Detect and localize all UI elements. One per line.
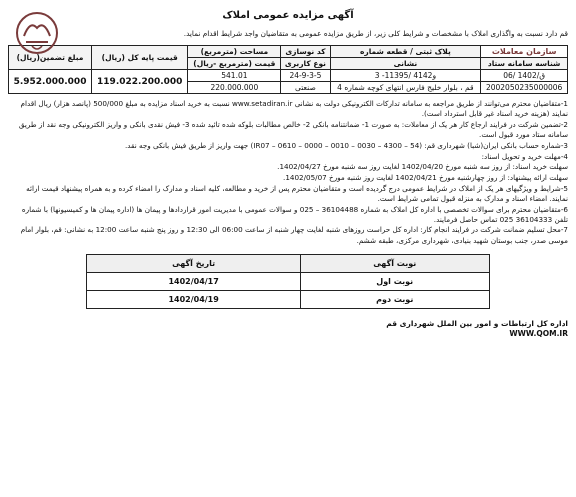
cell-karbari: صنعتی bbox=[281, 82, 330, 94]
header-qeymat-paye: قیمت پایه کل (ریال) bbox=[92, 46, 188, 70]
term-6: 6-متقاضیان محترم برای سوالات تخصصی با اداره کل املاک به شماره 36104488 – 025 و سوالات عمومی با مدیریت امور قراردادها و پیمان ها (اداره پیمان ها و کمیسیونها) با شماره تلفن 36104333 025 تماس حاصل فرمایند. bbox=[21, 204, 568, 224]
term-4b: سهلت ارائه پیشنهاد: از روز چهارشنبه مورخ 1402/04/21 لغایت روز شنبه مورخ 1402/05/07. bbox=[283, 172, 568, 182]
cell-nosazi: 24-9-3-5 bbox=[281, 70, 330, 82]
header-karbari: نوع کاربری bbox=[281, 58, 330, 70]
turns-row bbox=[87, 272, 489, 290]
cell-plak: 3 -11395/ 41و42 bbox=[330, 70, 481, 82]
footer bbox=[8, 319, 568, 339]
municipality-logo bbox=[8, 6, 66, 64]
header-mablagh: مبلغ تضمین(ریال) bbox=[9, 46, 92, 70]
org-logo-cell: سازمان معاملات bbox=[491, 47, 557, 56]
turn-date: 1402/04/17 bbox=[87, 272, 300, 290]
term-4: 4-مهلت خرید و تحویل اسناد: bbox=[481, 151, 568, 161]
cell-shenase-top: 06/ 1402/ق bbox=[481, 70, 568, 82]
footer-department: اداره کل ارتباطات و امور بین الملل شهرداری قم bbox=[386, 318, 568, 328]
cell-qeymat-mm: 220.000.000 bbox=[188, 82, 281, 94]
term-1: 1-متقاضیان محترم می‌توانند از طریق مراجعه به سامانه تدارکات الکترونیکی دولت به نشانی www.setadiran.ir نسبت به خرید اسناد مزایده به مبلغ 500/000 (پانصد هزار) ریال اقدام نمایند (هزینه خرید اسناد غیر قابل استرداد است). bbox=[20, 99, 568, 119]
publication-table bbox=[86, 254, 489, 309]
turns-head-nobat: نوبت آگهی bbox=[300, 254, 489, 272]
term-5: 5-شرایط و ویژگیهای هر یک از املاک در شرایط عمومی درج گردیده است و متقاضیان محترم پس از خرید و مطالعه، کلیه اسناد و مدارک را امضاء کرده و به همراه پیشنهاد قیمت ارائه نمایند. امضاء اسناد و مدارک به منزله قبول تمامی شرایط است. bbox=[26, 183, 568, 203]
header-qeymat-mm: قیمت (مترمربع -ریال) bbox=[188, 58, 281, 70]
turns-head-date: تاریخ آگهی bbox=[87, 254, 300, 272]
cell-masahat: 541.01 bbox=[188, 70, 281, 82]
header-masahat: مساحت (مترمربع) bbox=[188, 46, 281, 58]
term-3: 3-شماره حساب بانکی ایران(شبا) شهرداری قم: (54 – 4300 – 0030 – 0010 – 0000 – 0610 – IR07) جهت واریز از طریق فیش بانکی وجه نقد. bbox=[125, 140, 568, 150]
term-4a: سهلت خرید اسناد: از روز سه شنبه مورخ 1402/04/20 لغایت روز سه شنبه مورخ 1402/04/27. bbox=[277, 162, 568, 172]
term-7: 7-محل تسلیم ضمانت شرکت در فرایند انجام کار: اداره کل حراست روزهای شنبه لغایت چهار شنبه از ساعت 06:00 الی 12:30 و روز پنج شنبه ساعت 12:00 به نشانی: قم، بلوار امام موسی صدر، جنب بوستان شهید بنیادی، شهرداری مرکزی، طبقه ششم. bbox=[20, 225, 568, 245]
header-plak: پلاک ثبتی / قطعه شماره bbox=[330, 46, 481, 58]
terms-list bbox=[8, 99, 568, 246]
term-2: 2-تضمین شرکت در فرایند ارجاع کار هر یک از معاملات: به صورت 1- ضمانتنامه بانکی 2- خالص مطالبات بلوکه شده تائید شده 3- فیش نقدی بانکی و واریز الکترونیکی وجه نقد از طریق سامانه ستاد مورد قبول است. bbox=[18, 119, 568, 140]
turn-label: نوبت دوم bbox=[300, 290, 489, 308]
header-org bbox=[481, 46, 568, 58]
header-nosazi: کد نوسازی bbox=[281, 46, 330, 58]
header-shenase: شناسه سامانه ستاد bbox=[481, 58, 568, 70]
property-table bbox=[8, 45, 568, 94]
intro-text: قم دارد نسبت به واگذاری املاک با مشخصات و شرایط کلی زیر، از طریق مزایده عمومی به متقاضیان واجد شرایط اقدام نماید. bbox=[183, 29, 568, 38]
footer-website[interactable]: WWW.QOM.IR bbox=[509, 328, 568, 338]
turns-row bbox=[87, 290, 489, 308]
turn-date: 1402/04/19 bbox=[87, 290, 300, 308]
notice-title: آگهی مزایده عمومی املاک bbox=[222, 10, 354, 21]
cell-mablagh: 5.952.000.000 bbox=[9, 70, 92, 94]
cell-shenase-bottom: 2002050235000006 bbox=[481, 82, 568, 94]
header-neshani: نشانی bbox=[330, 58, 481, 70]
cell-neshani: قم ، بلوار خلیج فارس انتهای کوچه شماره 4 bbox=[330, 82, 481, 94]
cell-qeymat-paye: 119.022.200.000 bbox=[92, 70, 188, 94]
turn-label: نوبت اول bbox=[300, 272, 489, 290]
